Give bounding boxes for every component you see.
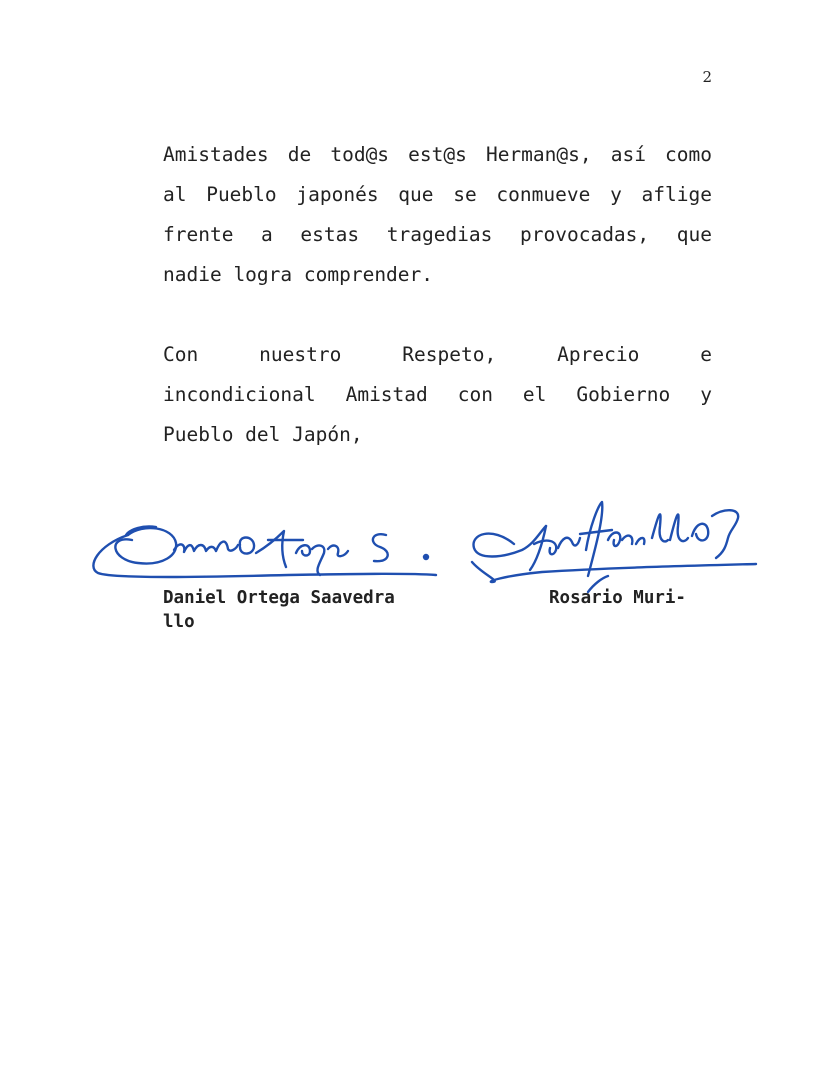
paragraph-line: frente a estas tragedias provocadas, que	[163, 223, 712, 246]
page-number: 2	[702, 68, 712, 86]
paragraph-line: Con nuestro Respeto, Aprecio e	[163, 343, 712, 366]
letter-paragraph-1	[163, 135, 712, 295]
letter-paragraph-2	[163, 335, 712, 455]
signer-name-rosario-murillo-part-2: llo	[163, 612, 195, 632]
paragraph-line: Amistades de tod@s est@s Herman@s, así como	[163, 143, 712, 166]
paragraph-line: Pueblo del Japón,	[163, 423, 363, 446]
signer-name-daniel-ortega: Daniel Ortega Saavedra	[163, 588, 395, 608]
paragraph-line: al Pueblo japonés que se conmueve y aflige	[163, 183, 712, 206]
signer-name-rosario-murillo-part-1: Rosario Muri-	[549, 588, 686, 608]
paragraph-line: incondicional Amistad con el Gobierno y	[163, 383, 712, 406]
paragraph-line: nadie logra comprender.	[163, 263, 434, 286]
